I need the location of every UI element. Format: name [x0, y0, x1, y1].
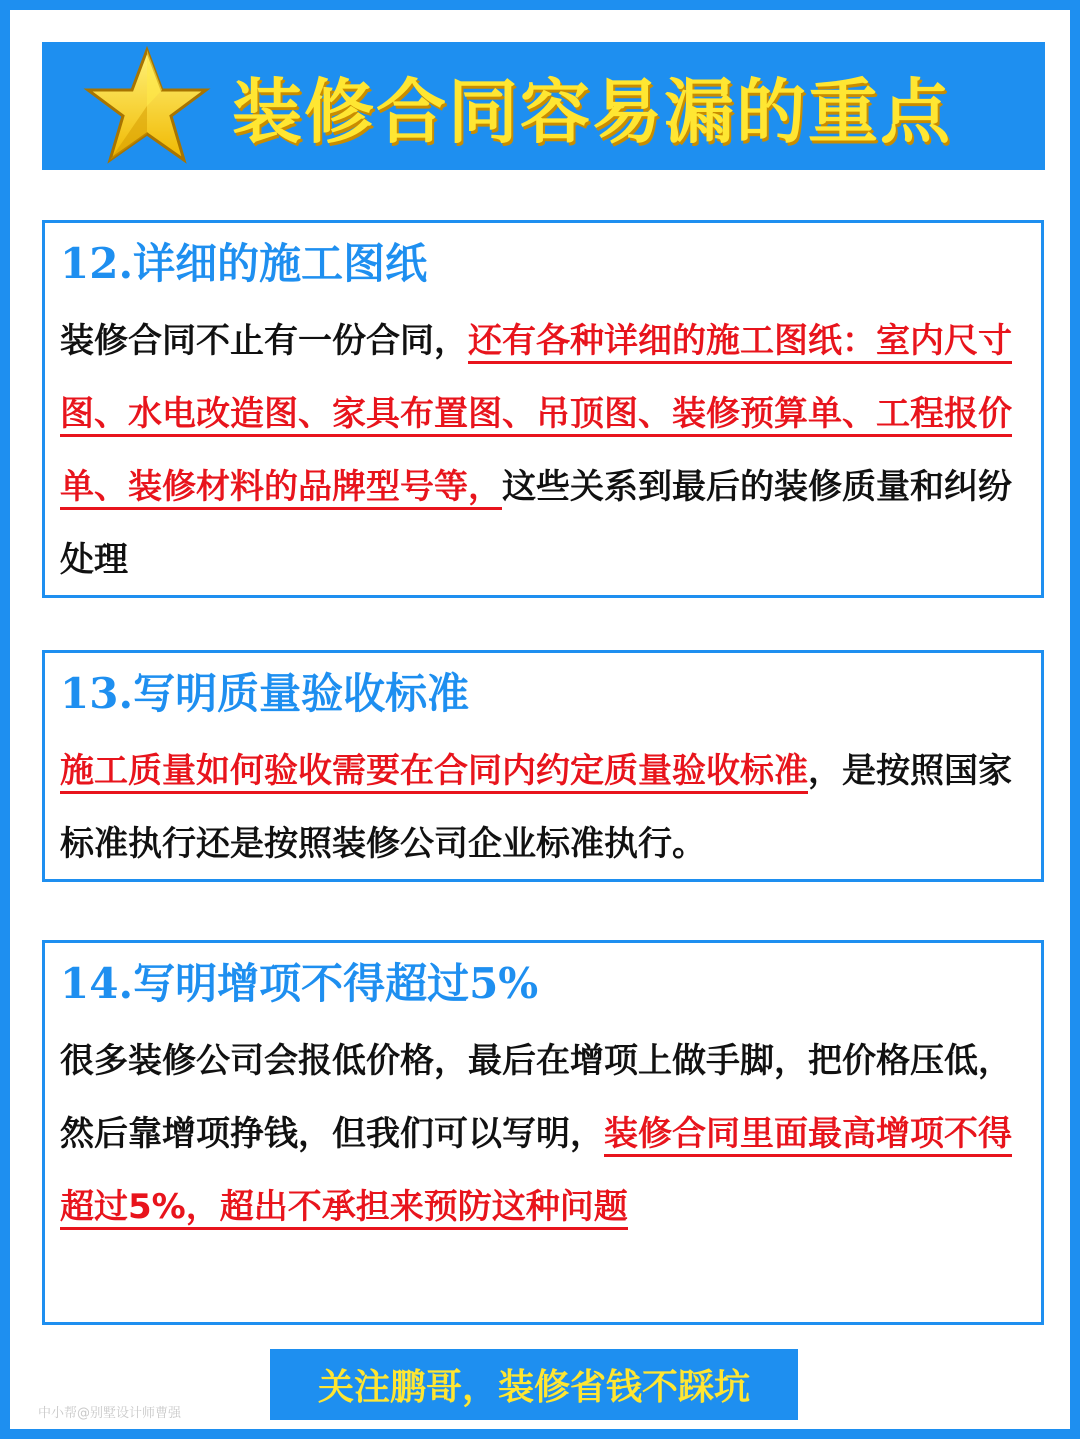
- page-title: 装修合同容易漏的重点: [232, 69, 952, 153]
- section-body: [60, 735, 1027, 881]
- body-text: 很多装修公司会报低价格，最后在增项上做手脚，把价格压低，然后靠增项挣钱，但我们可以写明，: [60, 1041, 1012, 1154]
- star-icon: [82, 46, 212, 166]
- section-title: 14.写明增项不得超过5%: [60, 959, 539, 1008]
- body-text: 装修合同不止有一份合同，: [60, 321, 468, 361]
- section-14-card: [42, 940, 1044, 1325]
- body-text: ，是按照国家标准执行还是按照装修公司企业标准执行。: [60, 751, 1012, 864]
- section-body: [60, 305, 1027, 597]
- body-text: 这些关系到最后的装修质量和纠纷处理: [60, 467, 1012, 580]
- highlight-text: 还有各种详细的施工图纸：室内尺寸图、水电改造图、家具布置图、吊顶图、装修预算单、工程报价单、装修材料的品牌型号等，: [60, 321, 1012, 510]
- highlight-text: 施工质量如何验收需要在合同内约定质量验收标准: [60, 751, 808, 794]
- section-title: 13.写明质量验收标准: [60, 669, 470, 718]
- section-title: 12.详细的施工图纸: [60, 239, 428, 288]
- highlight-text: 装修合同里面最高增项不得超过5%，超出不承担来预防这种问题: [60, 1114, 1012, 1230]
- section-12-card: [42, 220, 1044, 598]
- follow-banner: 关注鹏哥，装修省钱不踩坑: [270, 1349, 798, 1420]
- watermark: 中小帮@别墅设计师曹强: [38, 1406, 182, 1421]
- header-banner: [42, 42, 1045, 170]
- section-13-card: [42, 650, 1044, 882]
- section-body: [60, 1025, 1027, 1244]
